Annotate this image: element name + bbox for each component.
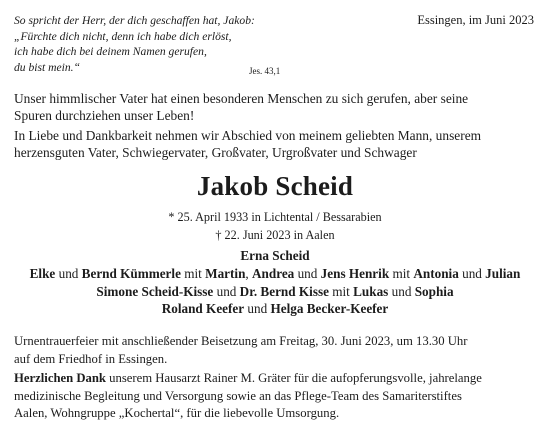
family-connector: und bbox=[244, 301, 271, 317]
intro-line-4: herzensguten Vater, Schwiegervater, Großvater, Urgroßvater und Schwager bbox=[14, 145, 417, 161]
family-name: Andrea bbox=[252, 265, 295, 281]
family-name: Roland Keefer bbox=[161, 301, 245, 317]
birth-date: * 25. April 1933 in Lichtental / Bessarabien bbox=[168, 210, 382, 224]
family-name: Julian bbox=[485, 265, 521, 281]
place-date: Essingen, im Juni 2023 bbox=[417, 13, 534, 27]
family-line-4 bbox=[0, 300, 550, 318]
family-name: Erna Scheid bbox=[240, 248, 310, 263]
funeral-service-info bbox=[14, 333, 467, 368]
death-date: † 22. Juni 2023 in Aalen bbox=[215, 227, 335, 242]
verse-reference: Jes. 43,1 bbox=[249, 66, 281, 76]
family-connector: mit bbox=[389, 265, 414, 281]
family-connector: und bbox=[55, 265, 82, 281]
service-line-1: Urnentrauerfeier mit anschließender Beisetzung am Freitag, 30. Juni 2023, um 13.30 Uhr bbox=[14, 334, 468, 348]
family-connector: und bbox=[458, 265, 486, 281]
family-connector: und bbox=[388, 283, 415, 299]
family-line-3 bbox=[0, 283, 550, 301]
deceased-name: Jakob Scheid bbox=[196, 171, 354, 201]
verse-line-4: du bist mein.“ bbox=[14, 60, 81, 74]
thanks-line-2: medizinische Begleitung und Versorgung sowie an das Pflege-Team des Samariterstiftes bbox=[14, 388, 462, 403]
verse-line-2: „Fürchte dich nicht, denn ich habe dich erlöst, bbox=[14, 29, 232, 43]
life-dates bbox=[0, 209, 550, 244]
family-connector: , bbox=[245, 265, 253, 281]
bible-verse bbox=[14, 13, 255, 75]
family-name: Simone Scheid-Kisse bbox=[96, 283, 214, 299]
thanks-line-1 bbox=[14, 370, 482, 388]
intro-line-2: Spuren durchziehen unser Leben! bbox=[14, 108, 195, 124]
family-name: Sophia bbox=[414, 283, 454, 299]
family-connector: mit bbox=[328, 283, 354, 299]
family-connector: mit bbox=[180, 265, 206, 281]
verse-line-3: ich habe dich bei deinem Namen gerufen, bbox=[14, 45, 207, 59]
family-line-2 bbox=[0, 265, 550, 283]
family-connector: und bbox=[213, 283, 240, 299]
intro-line-1: Unser himmlischer Vater hat einen besonderen Menschen zu sich gerufen, aber seine bbox=[14, 91, 469, 106]
thanks-text bbox=[14, 370, 482, 423]
family-line-1 bbox=[0, 247, 550, 265]
family-name: Antonia bbox=[413, 265, 459, 281]
family-list bbox=[0, 247, 550, 318]
family-name: Dr. Bernd Kisse bbox=[239, 283, 329, 299]
family-connector: und bbox=[294, 265, 321, 281]
family-name: Lukas bbox=[353, 283, 389, 299]
intro-line-3: In Liebe und Dankbarkeit nehmen wir Abschied von meinem geliebten Mann, unserem bbox=[14, 127, 482, 143]
thanks-heading: Herzlichen Dank bbox=[14, 371, 106, 385]
family-name: Bernd Kümmerle bbox=[81, 265, 181, 281]
intro-text bbox=[14, 90, 539, 162]
thanks-line-1-rest: unserem Hausarzt Rainer M. Gräter für die aufopferungsvolle, jahrelange bbox=[105, 371, 482, 385]
service-line-2: auf dem Friedhof in Essingen. bbox=[14, 351, 168, 366]
family-name: Elke bbox=[29, 265, 56, 281]
verse-line-1: So spricht der Herr, der dich geschaffen hat, Jakob: bbox=[14, 14, 255, 27]
family-name: Jens Henrik bbox=[320, 265, 390, 281]
thanks-line-3: Aalen, Wohngruppe „Kochertal“, für die liebevolle Umsorgung. bbox=[14, 406, 340, 421]
family-name: Helga Becker-Keefer bbox=[270, 301, 389, 317]
family-name: Martin bbox=[205, 265, 246, 281]
